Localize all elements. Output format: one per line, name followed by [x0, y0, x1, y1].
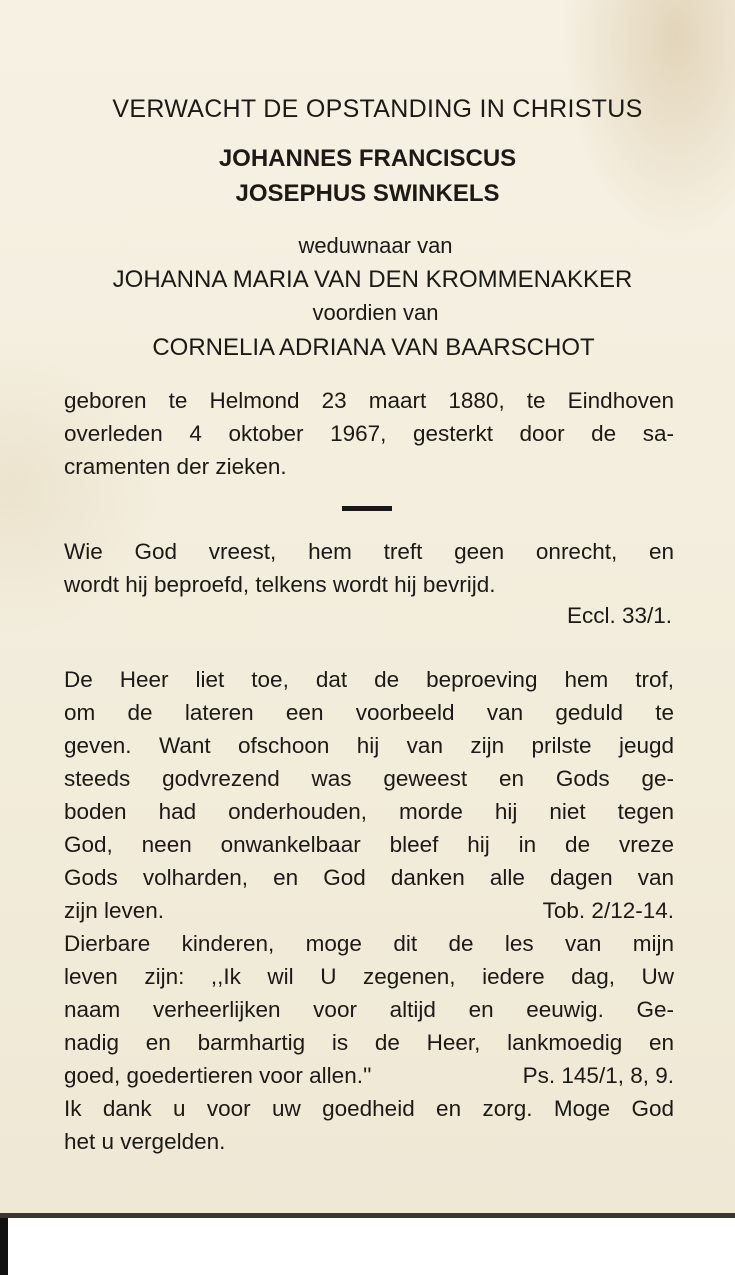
body-line: zijn leven. [64, 898, 165, 923]
body-line-with-reference [64, 1059, 674, 1092]
body-line: Ik dank u voor uw goedheid en zorg. Moge God [64, 1096, 674, 1121]
body-line: nadig en barmhartig is de Heer, lankmoedig en [64, 1030, 674, 1055]
divider [342, 506, 392, 511]
body-line: leven zijn: ,,Ik wil U zegenen, iedere dag, Uw [64, 964, 674, 989]
birth-death-text [64, 384, 674, 483]
body-line: het u vergelden. [64, 1129, 226, 1154]
tobit-reference: Tob. 2/12-14. [542, 898, 674, 923]
quote-line: Wie God vreest, hem treft geen onrecht, en [64, 539, 674, 564]
name-line-2: JOSEPHUS SWINKELS [235, 180, 500, 207]
quote-reference: Eccl. 33/1. [566, 603, 672, 628]
body-line: De Heer liet toe, dat de beproeving hem trof, [64, 667, 674, 692]
body-line: naam verheerlijken voor altijd en eeuwig. Ge- [64, 997, 674, 1022]
quote-line: wordt hij beproefd, telkens wordt hij bevrijd. [64, 572, 496, 597]
previous-label: voordien van [312, 300, 439, 325]
body-line: Gods volharden, en God danken alle dagen van [64, 865, 674, 890]
quote-ecclesiasticus [64, 535, 674, 601]
body-line-with-reference [64, 894, 674, 927]
birth-line: geboren te Helmond 23 maart 1880, te Eindhoven [64, 388, 674, 413]
widower-label: weduwnaar van [298, 233, 453, 258]
birth-line: overleden 4 oktober 1967, gesterkt door de sa- [64, 421, 674, 446]
body-line: goed, goedertieren voor allen.'' [64, 1063, 372, 1088]
body-text [64, 663, 674, 1158]
name-line-1: JOHANNES FRANCISCUS [218, 145, 517, 172]
birth-line: cramenten der zieken. [64, 454, 287, 479]
body-line: boden had onderhouden, morde hij niet tegen [64, 799, 674, 824]
heading: VERWACHT DE OPSTANDING IN CHRISTUS [112, 95, 643, 123]
body-line: steeds godvrezend was geweest en Gods ge- [64, 766, 674, 791]
body-line: om de lateren een voorbeeld van geduld te [64, 700, 674, 725]
spouse-1-name: JOHANNA MARIA VAN DEN KROMMENAKKER [112, 266, 633, 293]
psalm-reference: Ps. 145/1, 8, 9. [522, 1063, 674, 1088]
spouse-2-name: CORNELIA ADRIANA VAN BAARSCHOT [152, 334, 595, 361]
body-line: God, neen onwankelbaar bleef hij in de vreze [64, 832, 674, 857]
body-line: geven. Want ofschoon hij van zijn prilste jeugd [64, 733, 674, 758]
body-line: Dierbare kinderen, moge dit de les van mijn [64, 931, 674, 956]
scan-edge-mark [0, 1218, 8, 1275]
